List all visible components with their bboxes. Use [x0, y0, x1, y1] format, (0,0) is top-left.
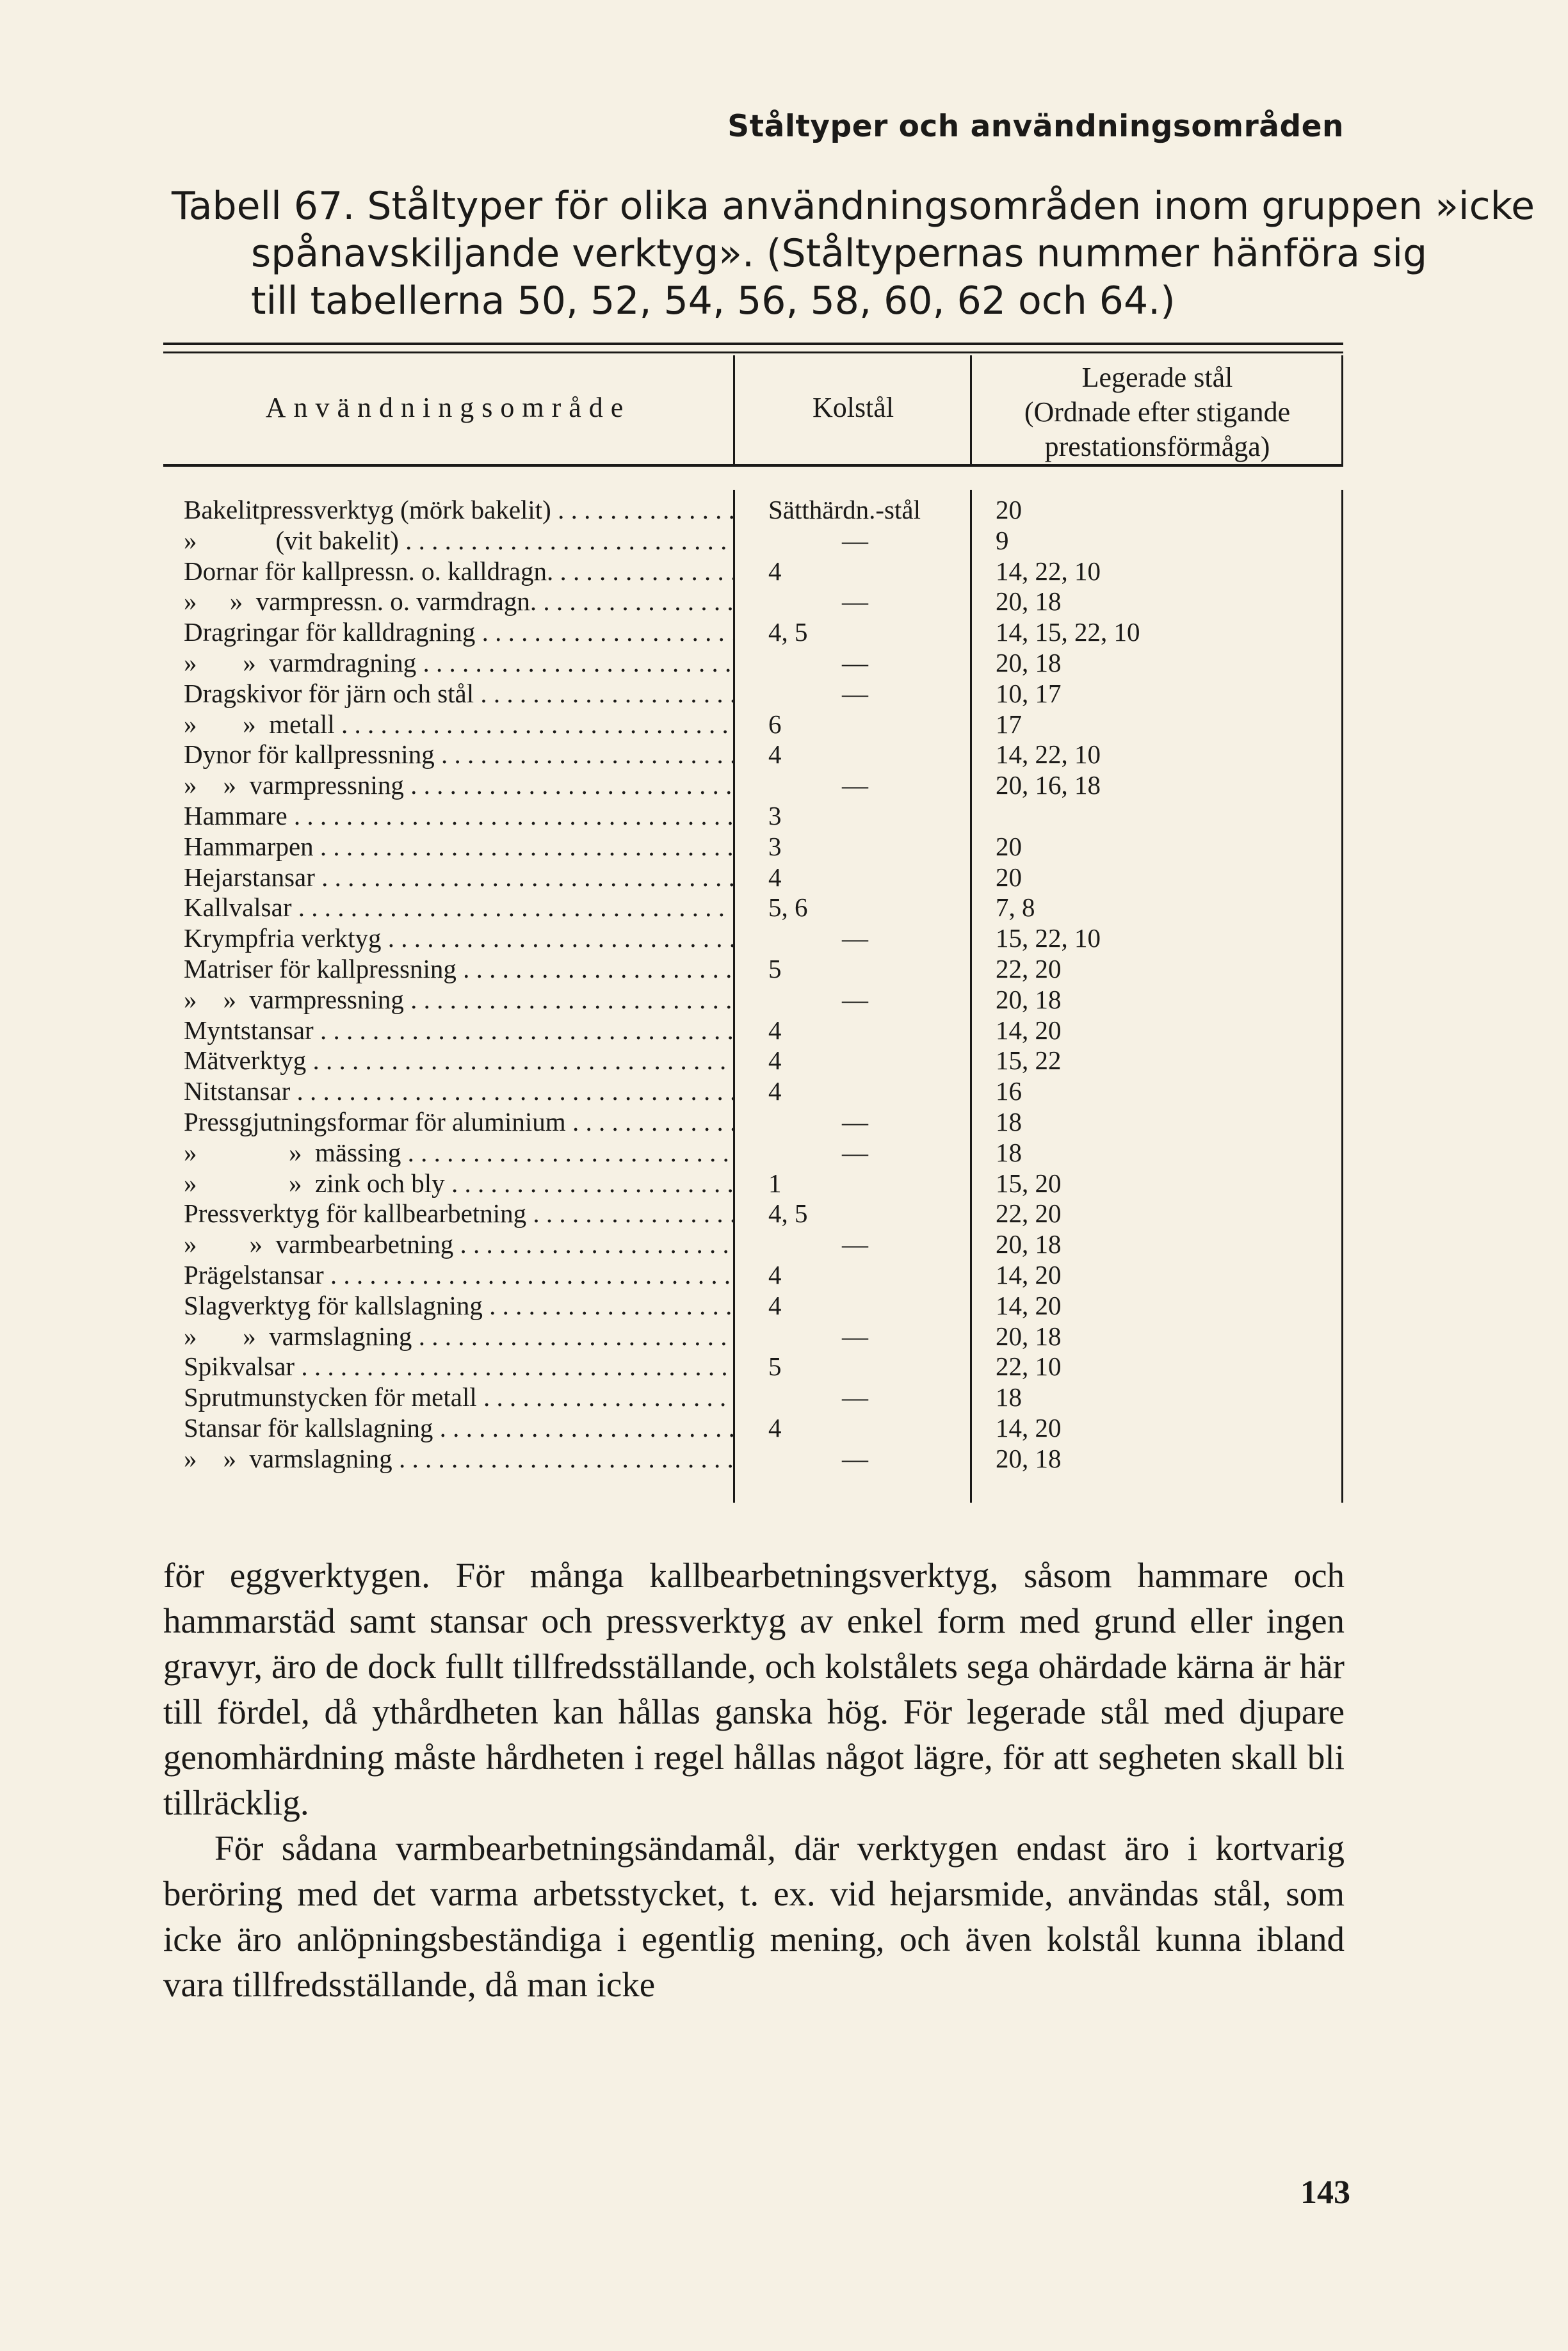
table-row: [163, 1198, 1343, 1229]
row-area-text: Prägelstansar . . .: [184, 1260, 734, 1289]
table-row: [163, 739, 1343, 770]
row-kolstal: 4, 5: [768, 617, 808, 647]
header-divider-1: [733, 355, 735, 464]
table-row: [163, 1382, 1343, 1412]
row-area: [184, 709, 734, 739]
table-row: [163, 1321, 1343, 1352]
row-area-text: » » varmslagning . . .: [184, 1444, 734, 1473]
row-legerade: 20, 18: [996, 647, 1062, 677]
table-top-rule: [163, 343, 1343, 345]
row-kolstal: 4: [768, 1259, 782, 1289]
table-row: [163, 556, 1343, 586]
row-kolstal: —: [842, 1137, 868, 1167]
row-area-text: Bakelitpressverktyg (mörk bakelit) . . .: [184, 495, 734, 524]
header-right-border: [1341, 355, 1343, 464]
row-legerade: 22, 20: [996, 953, 1062, 983]
row-kolstal: 4, 5: [768, 1199, 808, 1229]
row-area-text: Spikvalsar . . .: [184, 1352, 734, 1381]
table-row: [163, 800, 1343, 831]
row-legerade: 20: [996, 862, 1022, 892]
row-area: [184, 953, 734, 984]
header-bottom-rule: [163, 464, 1343, 467]
row-kolstal: 4: [768, 1076, 782, 1106]
table-row: [163, 923, 1343, 953]
row-kolstal: —: [842, 770, 868, 800]
row-area: [184, 1045, 734, 1076]
row-legerade: 18: [996, 1137, 1022, 1167]
table-row: [163, 1443, 1343, 1474]
row-area: [184, 494, 734, 525]
table-row: [163, 494, 1343, 525]
row-legerade: 14, 20: [996, 1290, 1062, 1320]
row-area: [184, 1443, 734, 1474]
header-legerade: [973, 360, 1341, 464]
table-row: [163, 1351, 1343, 1382]
row-area: [184, 739, 734, 770]
row-area-text: Sprutmunstycken för metall . . .: [184, 1382, 734, 1412]
row-legerade: 20, 18: [996, 1321, 1062, 1351]
row-legerade: 15, 20: [996, 1168, 1062, 1198]
row-area: [184, 862, 734, 893]
row-area-text: Dragringar för kalldragning . . .: [184, 617, 734, 647]
row-area: [184, 1412, 734, 1443]
table-row: [163, 953, 1343, 984]
table-row: [163, 1259, 1343, 1290]
header-area: Användningsområde: [265, 392, 631, 423]
table-row: [163, 892, 1343, 923]
row-legerade: 17: [996, 709, 1022, 739]
table-row: [163, 1412, 1343, 1443]
row-legerade: 18: [996, 1106, 1022, 1136]
table-row: [163, 862, 1343, 893]
row-area: [184, 770, 734, 800]
row-area: [184, 1321, 734, 1352]
row-kolstal: 5, 6: [768, 893, 808, 923]
row-area-text: » » varmpressn. o. varmdragn. . . .: [184, 586, 734, 616]
table-row: [163, 1015, 1343, 1046]
row-area-text: Pressverktyg för kallbearbetning . . .: [184, 1199, 734, 1228]
row-legerade: 15, 22: [996, 1046, 1062, 1076]
row-legerade: 20, 16, 18: [996, 770, 1101, 800]
row-area-text: » » zink och bly . . .: [184, 1168, 734, 1198]
row-kolstal: 5: [768, 1352, 782, 1382]
table-row: [163, 831, 1343, 862]
row-kolstal: —: [842, 1443, 868, 1473]
paragraph-1: för eggverktygen. För många kallbearbetningsverktyg, såsom hammare och hammarstäd samt stansar och pressverktyg av enkel form med grund eller ingen gravyr, äro de dock fullt tillfredsställande, och kolstålets sega ohärdade kärna är här till fördel, då ythårdheten kan hållas ganska hög. För legerade stål med djupare genomhärdning måste hårdheten i regel hållas något lägre, för att segheten skall bli tillräcklig.: [163, 1556, 1345, 1822]
row-kolstal: —: [842, 1229, 868, 1259]
row-area-text: » » varmbearbetning . . .: [184, 1229, 734, 1259]
row-area-text: Kallvalsar . . .: [184, 893, 734, 922]
row-area: [184, 525, 734, 556]
header-kolstal: Kolstål: [812, 392, 894, 423]
row-kolstal: —: [842, 984, 868, 1014]
row-area-text: Dornar för kallpressn. o. kalldragn. . . .: [184, 556, 734, 586]
row-kolstal: —: [842, 923, 868, 953]
table-row: [163, 1168, 1343, 1199]
row-kolstal: —: [842, 647, 868, 677]
row-kolstal: 5: [768, 953, 782, 983]
row-area: [184, 1259, 734, 1290]
running-head: Ståltyper och användningsområden: [727, 109, 1344, 144]
header-divider-2: [970, 355, 972, 464]
table-row: [163, 678, 1343, 709]
body-text: [163, 1553, 1345, 2007]
table-row: [163, 1045, 1343, 1076]
row-kolstal: —: [842, 586, 868, 617]
row-legerade: 14, 20: [996, 1259, 1062, 1289]
table-row: [163, 617, 1343, 647]
row-kolstal: 4: [768, 1046, 782, 1076]
paragraph-2: För sådana varmbearbetningsändamål, där verktygen endast äro i kortvarig beröring med det varma arbetsstycket, t. ex. vid hejarsmide, användas stål, som icke äro anlöpningsbeständiga i egentlig mening, och även kolstål kunna ibland vara tillfredsställande, då man icke: [163, 1829, 1345, 2004]
row-area: [184, 1229, 734, 1259]
row-area: [184, 586, 734, 617]
table-row: [163, 647, 1343, 678]
row-kolstal: —: [842, 1382, 868, 1412]
header-legerade-line-3: prestationsförmåga): [1044, 431, 1270, 462]
row-area: [184, 617, 734, 647]
row-legerade: 14, 20: [996, 1015, 1062, 1045]
table-row: [163, 586, 1343, 617]
row-area-text: Matriser för kallpressning . . .: [184, 954, 734, 983]
header-legerade-line-1: Legerade stål: [1081, 362, 1233, 393]
row-area: [184, 556, 734, 586]
row-kolstal: —: [842, 678, 868, 708]
row-kolstal: 4: [768, 862, 782, 892]
row-area: [184, 1382, 734, 1412]
row-legerade: 10, 17: [996, 678, 1062, 708]
row-area: [184, 1015, 734, 1046]
header-legerade-line-2: (Ordnade efter stigande: [1024, 396, 1291, 428]
table-row: [163, 770, 1343, 800]
row-area: [184, 984, 734, 1015]
row-area: [184, 678, 734, 709]
table-body: [163, 494, 1343, 1474]
row-kolstal: —: [842, 1106, 868, 1136]
row-kolstal: 3: [768, 831, 782, 861]
table-row: [163, 1229, 1343, 1259]
row-area-text: » » varmpressning . . .: [184, 770, 734, 800]
table-row: [163, 525, 1343, 556]
row-legerade: 14, 15, 22, 10: [996, 617, 1140, 647]
caption-line-3: till tabellerna 50, 52, 54, 56, 58, 60, 62 och 64.): [251, 279, 1176, 323]
table-row: [163, 1290, 1343, 1321]
row-legerade: 14, 22, 10: [996, 556, 1101, 586]
row-area-text: » » mässing . . .: [184, 1138, 734, 1167]
row-area: [184, 831, 734, 862]
row-legerade: 7, 8: [996, 893, 1035, 923]
row-area: [184, 1106, 734, 1137]
row-area: [184, 1168, 734, 1199]
table-row: [163, 1106, 1343, 1137]
row-legerade: 9: [996, 525, 1009, 555]
row-area-text: Hammare . . .: [184, 801, 734, 830]
row-legerade: 20, 18: [996, 586, 1062, 617]
row-area-text: Nitstansar . . .: [184, 1076, 734, 1106]
row-kolstal: —: [842, 1321, 868, 1351]
row-kolstal: 4: [768, 1015, 782, 1045]
row-legerade: 14, 22, 10: [996, 739, 1101, 770]
row-area-text: Myntstansar . . .: [184, 1015, 734, 1045]
row-area-text: » » varmpressning . . .: [184, 985, 734, 1014]
row-legerade: 22, 10: [996, 1352, 1062, 1382]
row-legerade: 20: [996, 831, 1022, 861]
row-area: [184, 1290, 734, 1321]
row-legerade: 18: [996, 1382, 1022, 1412]
row-kolstal: —: [842, 525, 868, 555]
row-area-text: Dragskivor för järn och stål . . .: [184, 679, 734, 708]
table-row: [163, 1137, 1343, 1168]
row-kolstal: 6: [768, 709, 782, 739]
row-legerade: 20, 18: [996, 984, 1062, 1014]
row-legerade: 20, 18: [996, 1443, 1062, 1473]
row-legerade: 15, 22, 10: [996, 923, 1101, 953]
row-kolstal: 4: [768, 1290, 782, 1320]
row-kolstal: 1: [768, 1168, 782, 1198]
row-kolstal: 3: [768, 800, 782, 830]
row-legerade: 20: [996, 495, 1022, 524]
caption-line-2: spånavskiljande verktyg». (Ståltypernas nummer hänföra sig: [251, 231, 1428, 276]
page-number: 143: [1300, 2174, 1350, 2211]
table-top-rule-inner: [163, 351, 1343, 353]
table-row: [163, 709, 1343, 739]
row-area-text: Stansar för kallslagning . . .: [184, 1413, 734, 1442]
row-area-text: Pressgjutningsformar för aluminium . . .: [184, 1107, 734, 1136]
caption-line-1: Tabell 67. Ståltyper för olika användningsområden inom gruppen »icke: [172, 184, 1535, 229]
row-area-text: Hejarstansar . . .: [184, 862, 734, 892]
row-area-text: Krympfria verktyg . . .: [184, 923, 734, 953]
table-row: [163, 1076, 1343, 1106]
row-area: [184, 1076, 734, 1106]
table-row: [163, 984, 1343, 1015]
row-kolstal: 4: [768, 1412, 782, 1442]
row-legerade: 20, 18: [996, 1229, 1062, 1259]
row-area: [184, 923, 734, 953]
row-area-text: » (vit bakelit) . . .: [184, 526, 734, 555]
row-area-text: » » metall . . .: [184, 709, 734, 739]
row-legerade: 14, 20: [996, 1412, 1062, 1442]
row-area: [184, 647, 734, 678]
row-kolstal: Sätthärdn.-stål: [768, 495, 921, 524]
row-legerade: 22, 20: [996, 1199, 1062, 1229]
row-area: [184, 800, 734, 831]
row-area: [184, 892, 734, 923]
row-area-text: Hammarpen . . .: [184, 832, 734, 861]
row-kolstal: 4: [768, 739, 782, 770]
row-area-text: Mätverktyg . . .: [184, 1046, 734, 1075]
row-area: [184, 1198, 734, 1229]
row-area-text: Dynor för kallpressning . . .: [184, 739, 734, 769]
table-caption: [172, 182, 1535, 325]
row-area: [184, 1137, 734, 1168]
row-area-text: » » varmdragning . . .: [184, 648, 734, 677]
row-kolstal: 4: [768, 556, 782, 586]
row-area: [184, 1351, 734, 1382]
row-legerade: 16: [996, 1076, 1022, 1106]
row-area-text: » » varmslagning . . .: [184, 1321, 734, 1351]
row-area-text: Slagverktyg för kallslagning . . .: [184, 1291, 734, 1320]
